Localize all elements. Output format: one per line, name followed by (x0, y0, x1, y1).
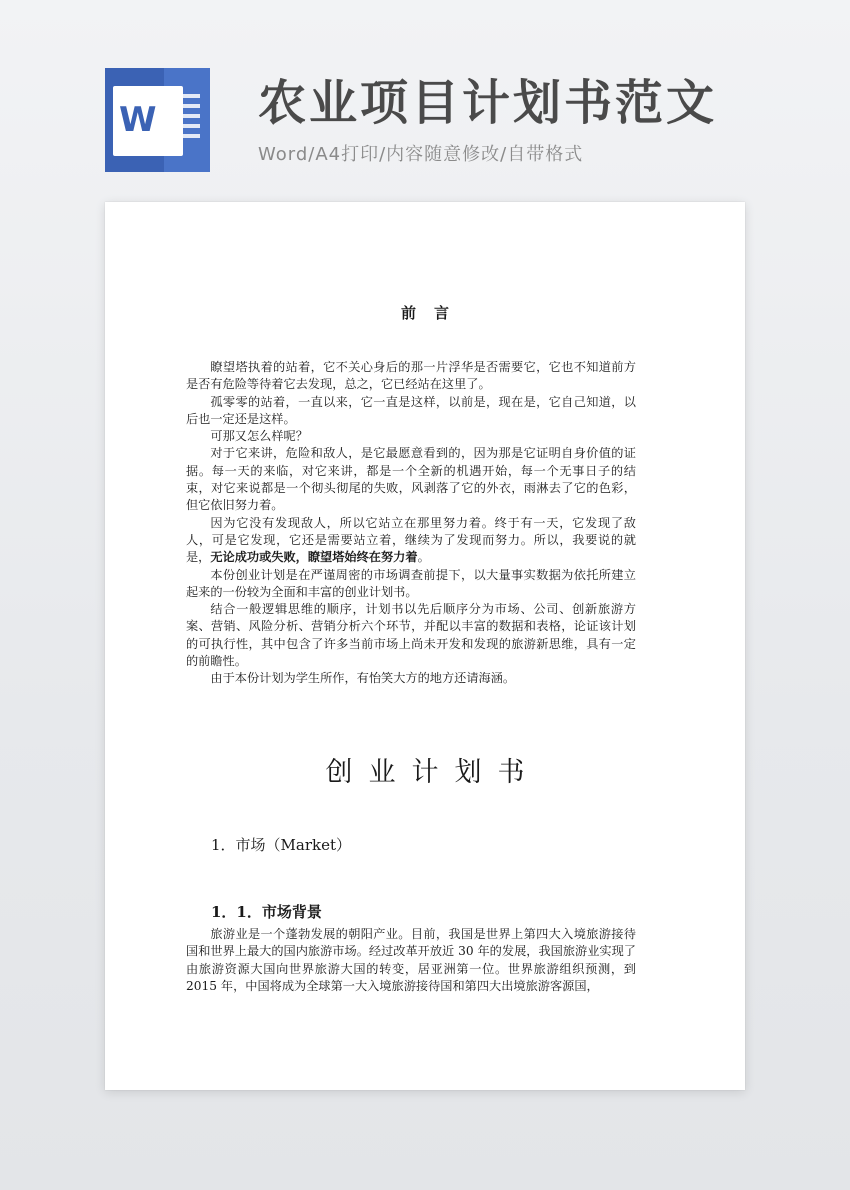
preface-paragraph: 由于本份计划为学生所作，有怡笑大方的地方还请海涵。 (210, 671, 516, 686)
preface-paragraph: 本份创业计划是在严谨周密的市场调查前提下，以大量事实数据为依托所建立起来的一份较为全面和丰富的创业计划书。 (186, 567, 636, 599)
preface-paragraph (186, 515, 636, 567)
subsection-heading-market-background: 1．1．市场背景 (211, 903, 322, 921)
document-page (105, 202, 745, 1090)
plan-heading: 创业计划书 (325, 757, 541, 788)
page-title: 农业项目计划书范文 (258, 75, 718, 131)
body-paragraph: 旅游业是一个蓬勃发展的朝阳产业。目前，我国是世界上第四大入境旅游接待国和世界上最大的国内旅游市场。经过改革开放近 30 年的发展，我国旅游业实现了由旅游资源大国向世界旅游大国的转变，居亚洲第一位。世界旅游组织预测，到 2015 年，中国将成为全球第一大入境旅游接待国和第四大出境旅游客源国， (186, 927, 636, 993)
preface-paragraph: 可那又怎么样呢？ (210, 429, 308, 444)
preface-text (186, 359, 636, 688)
preface-heading: 前言 (400, 304, 467, 322)
preface-paragraph: 对于它来讲，危险和敌人，是它最愿意看到的，因为那是它证明自身价值的证据。每一天的来临，对它来讲，都是一个全新的机遇开始，每一个无事日子的结束，对它来说都是一个彻头彻尾的失败，风剥落了它的外衣，雨淋去了它的色彩，但它依旧努力着。 (186, 446, 636, 513)
word-icon-letter: W (119, 100, 157, 140)
preface-text-run: 。 (417, 550, 430, 565)
preface-paragraph: 结合一般逻辑思维的顺序，计划书以先后顺序分为市场、公司、创新旅游方案、营销、风险分析、营销分析六个环节，并配以丰富的数据和表格，论证该计划的可执行性，其中包含了许多当前市场上尚未开发和发现的旅游新思维，具有一定的前瞻性。 (186, 602, 636, 669)
preface-paragraph: 瞭望塔执着的站着，它不关心身后的那一片浮华是否需要它，它也不知道前方是否有危险等待着它去发现，总之，它已经站在这里了。 (186, 360, 636, 392)
page-subtitle: Word/A4打印/内容随意修改/自带格式 (258, 144, 584, 165)
preface-paragraph: 孤零零的站着，一直以来，它一直是这样，以前是，现在是，它自己知道，以后也一定还是这样。 (186, 394, 636, 426)
section-heading-market: 1．市场（Market） (211, 836, 352, 854)
preface-text-run: 因为它没有发现敌人，所以它站立在那里努力着。终于有一天，它发现了敌人，可是它发现，它还是需要站立着，继续为了发现而努力。所以，我要说的就是， (186, 515, 636, 565)
word-icon (105, 68, 210, 172)
preface-bold-run: 无论成功或失败，瞭望塔始终在努力着 (210, 550, 418, 565)
